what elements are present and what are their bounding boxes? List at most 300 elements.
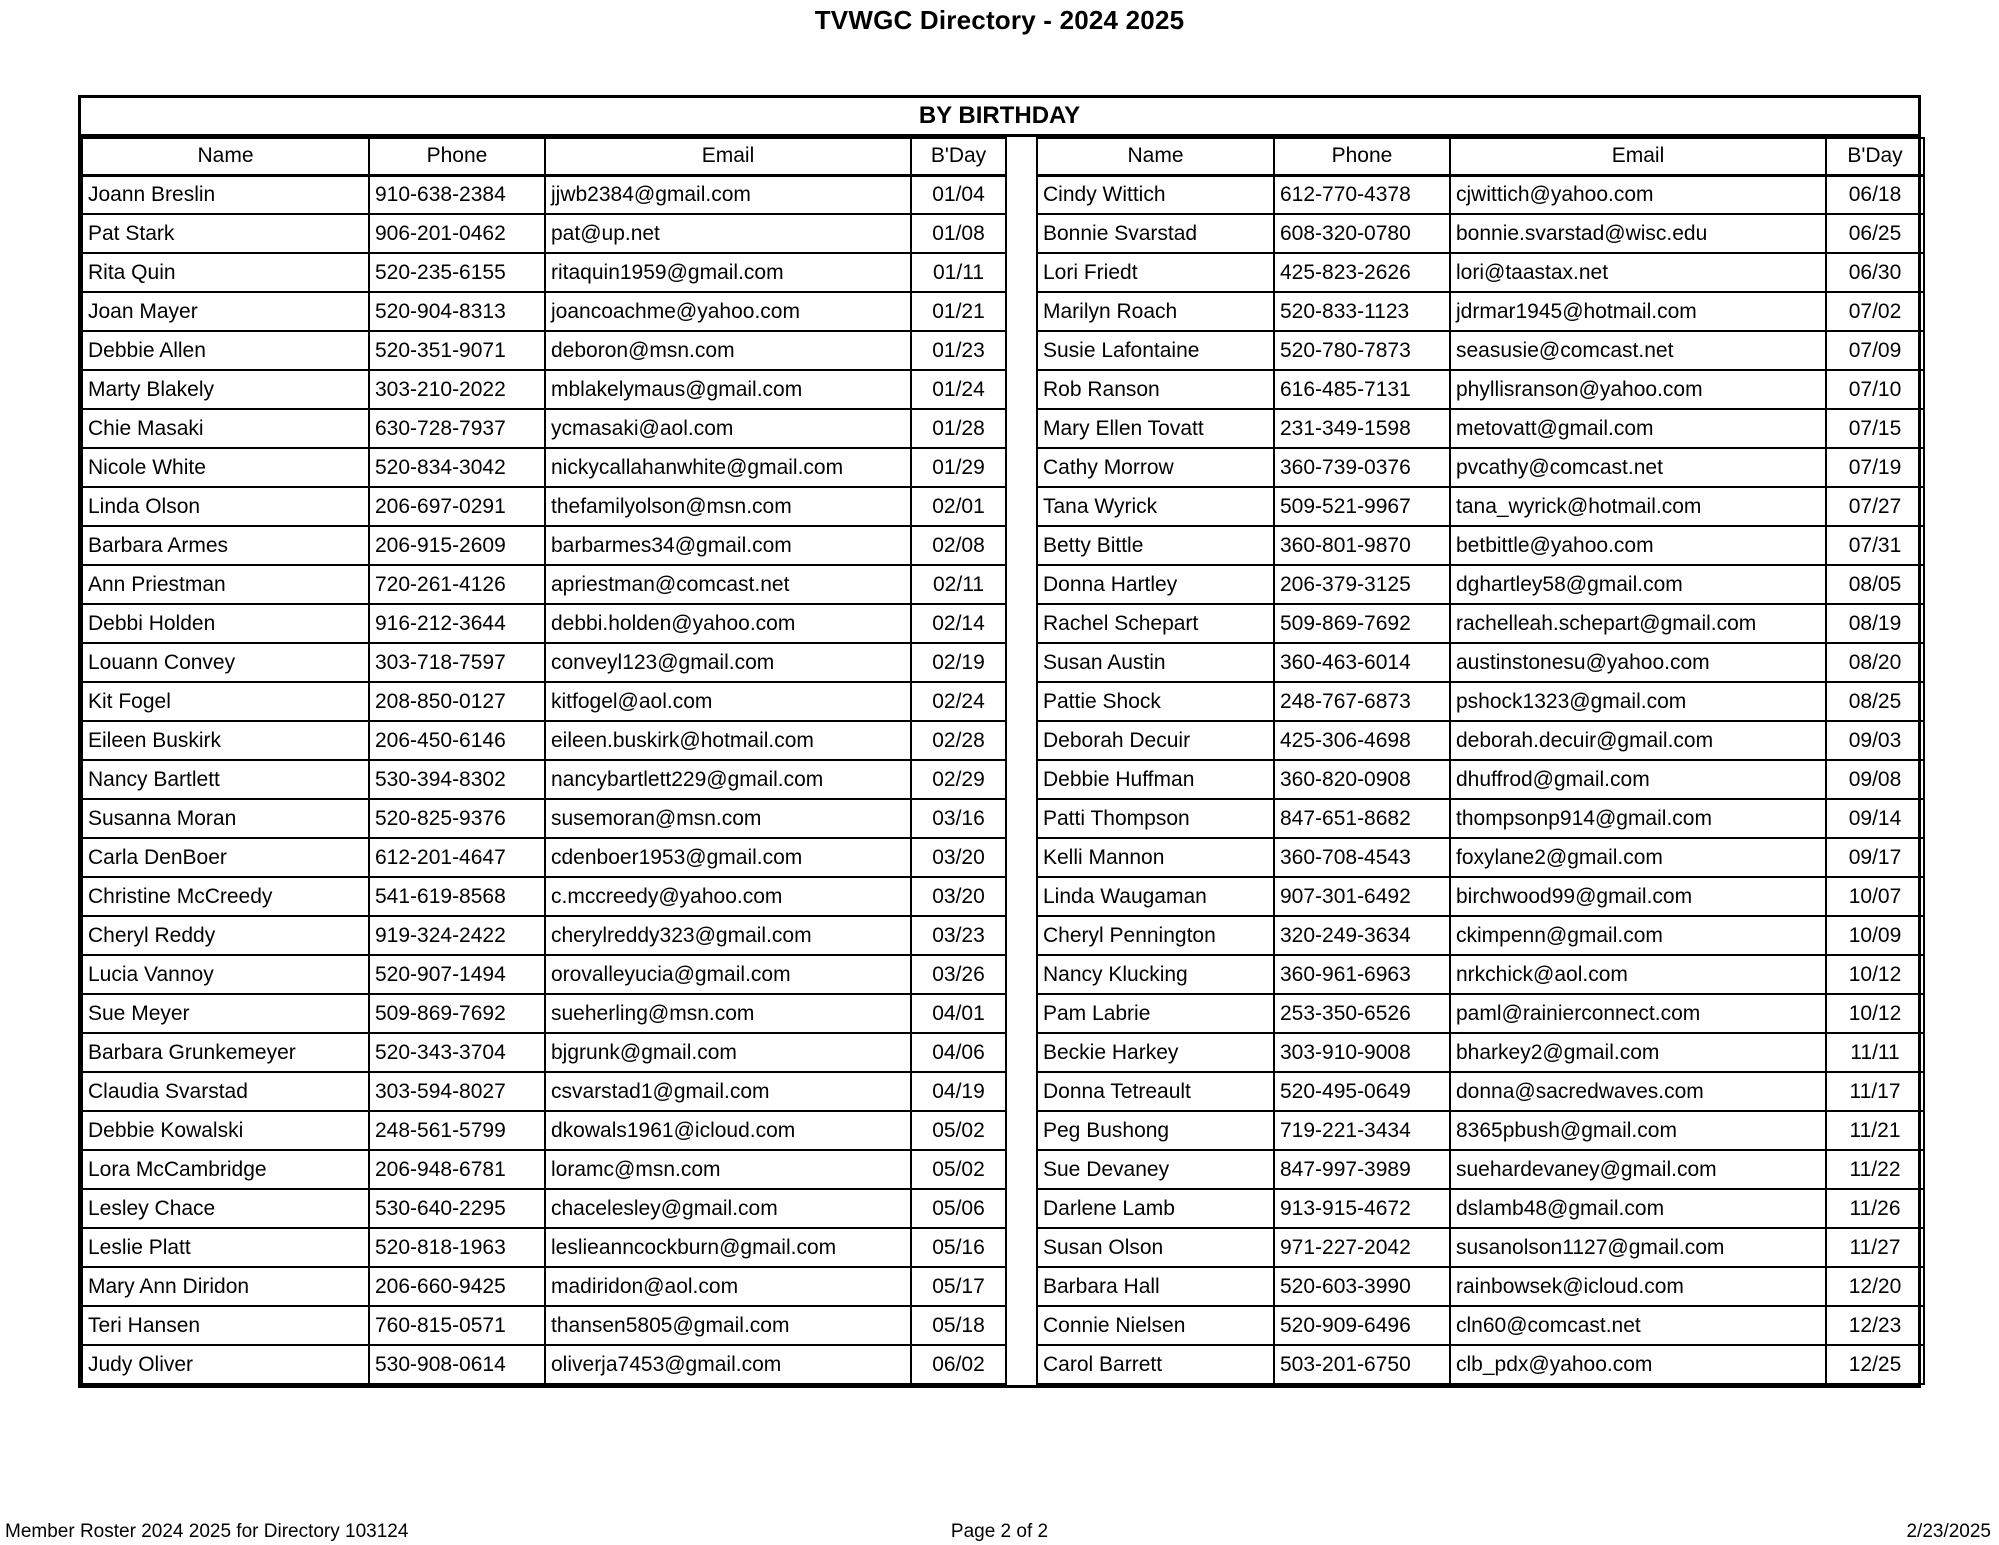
member-bday: 01/04 [911,175,1006,214]
member-name: Peg Bushong [1037,1111,1274,1150]
table-row [1037,994,1924,1033]
member-phone: 248-561-5799 [369,1111,545,1150]
member-phone: 913-915-4672 [1274,1189,1450,1228]
column-header-phone: Phone [1274,138,1450,175]
member-phone: 530-908-0614 [369,1345,545,1384]
member-phone: 360-708-4543 [1274,838,1450,877]
member-email: nickycallahanwhite@gmail.com [545,448,911,487]
member-phone: 206-450-6146 [369,721,545,760]
member-name: Judy Oliver [82,1345,369,1384]
table-row [82,643,1006,682]
member-email: orovalleyucia@gmail.com [545,955,911,994]
table-row [1037,1267,1924,1306]
member-bday: 04/01 [911,994,1006,1033]
member-name: Nancy Klucking [1037,955,1274,994]
table-row [82,721,1006,760]
member-name: Carla DenBoer [82,838,369,877]
member-name: Nicole White [82,448,369,487]
table-row [82,1111,1006,1150]
member-email: susanolson1127@gmail.com [1450,1228,1826,1267]
member-name: Susan Olson [1037,1228,1274,1267]
table-row [1037,1345,1924,1384]
member-bday: 07/09 [1826,331,1924,370]
table-row [82,331,1006,370]
table-row [82,838,1006,877]
member-name: Debbie Allen [82,331,369,370]
column-header-bday: B'Day [1826,138,1924,175]
table-row [1037,1150,1924,1189]
member-name: Sue Meyer [82,994,369,1033]
member-email: csvarstad1@gmail.com [545,1072,911,1111]
member-bday: 05/16 [911,1228,1006,1267]
member-bday: 05/02 [911,1150,1006,1189]
member-email: pvcathy@comcast.net [1450,448,1826,487]
member-bday: 09/08 [1826,760,1924,799]
table-row [82,448,1006,487]
member-name: Nancy Bartlett [82,760,369,799]
member-name: Leslie Platt [82,1228,369,1267]
member-phone: 520-818-1963 [369,1228,545,1267]
member-email: eileen.buskirk@hotmail.com [545,721,911,760]
member-phone: 919-324-2422 [369,916,545,955]
member-email: apriestman@comcast.net [545,565,911,604]
member-name: Bonnie Svarstad [1037,214,1274,253]
member-phone: 608-320-0780 [1274,214,1450,253]
member-phone: 206-915-2609 [369,526,545,565]
member-phone: 612-770-4378 [1274,175,1450,214]
member-bday: 02/19 [911,643,1006,682]
member-name: Susanna Moran [82,799,369,838]
member-email: bonnie.svarstad@wisc.edu [1450,214,1826,253]
table-row [82,955,1006,994]
member-name: Joann Breslin [82,175,369,214]
member-bday: 04/19 [911,1072,1006,1111]
member-bday: 11/17 [1826,1072,1924,1111]
member-bday: 11/22 [1826,1150,1924,1189]
member-bday: 06/18 [1826,175,1924,214]
table-row [82,682,1006,721]
member-bday: 01/21 [911,292,1006,331]
member-email: tana_wyrick@hotmail.com [1450,487,1826,526]
table-row [82,1150,1006,1189]
table-row [1037,799,1924,838]
table-row [82,916,1006,955]
member-email: barbarmes34@gmail.com [545,526,911,565]
member-email: bjgrunk@gmail.com [545,1033,911,1072]
member-name: Marty Blakely [82,370,369,409]
member-email: pshock1323@gmail.com [1450,682,1826,721]
member-phone: 206-697-0291 [369,487,545,526]
member-name: Kelli Mannon [1037,838,1274,877]
table-row [82,487,1006,526]
member-bday: 07/31 [1826,526,1924,565]
member-bday: 09/03 [1826,721,1924,760]
table-row [1037,877,1924,916]
member-phone: 509-869-7692 [1274,604,1450,643]
member-name: Debbi Holden [82,604,369,643]
member-bday: 01/28 [911,409,1006,448]
table-row [1037,916,1924,955]
member-name: Susan Austin [1037,643,1274,682]
member-bday: 05/17 [911,1267,1006,1306]
member-phone: 425-306-4698 [1274,721,1450,760]
member-name: Tana Wyrick [1037,487,1274,526]
tables-row [81,137,1918,1385]
member-email: thefamilyolson@msn.com [545,487,911,526]
table-row [1037,760,1924,799]
table-row [82,526,1006,565]
member-bday: 02/14 [911,604,1006,643]
table-row [1037,175,1924,214]
member-email: deboron@msn.com [545,331,911,370]
page-footer [0,1519,1999,1543]
member-phone: 520-907-1494 [369,955,545,994]
column-header-email: Email [545,138,911,175]
member-email: phyllisranson@yahoo.com [1450,370,1826,409]
table-row [1037,331,1924,370]
table-row [1037,1306,1924,1345]
table-row [1037,1189,1924,1228]
member-phone: 612-201-4647 [369,838,545,877]
member-name: Donna Hartley [1037,565,1274,604]
member-bday: 07/10 [1826,370,1924,409]
member-email: kitfogel@aol.com [545,682,911,721]
member-bday: 05/02 [911,1111,1006,1150]
member-name: Eileen Buskirk [82,721,369,760]
member-bday: 12/20 [1826,1267,1924,1306]
table-row [1037,1228,1924,1267]
member-name: Louann Convey [82,643,369,682]
member-email: ckimpenn@gmail.com [1450,916,1826,955]
column-header-name: Name [1037,138,1274,175]
member-bday: 03/26 [911,955,1006,994]
member-phone: 520-343-3704 [369,1033,545,1072]
table-row [1037,1033,1924,1072]
member-email: loramc@msn.com [545,1150,911,1189]
member-name: Debbie Kowalski [82,1111,369,1150]
member-email: ritaquin1959@gmail.com [545,253,911,292]
table-row [82,253,1006,292]
member-email: dslamb48@gmail.com [1450,1189,1826,1228]
member-email: dhuffrod@gmail.com [1450,760,1826,799]
member-bday: 11/27 [1826,1228,1924,1267]
member-phone: 231-349-1598 [1274,409,1450,448]
member-bday: 08/19 [1826,604,1924,643]
birthday-table-left [81,137,1007,1385]
table-row [1037,253,1924,292]
member-bday: 07/19 [1826,448,1924,487]
member-bday: 09/17 [1826,838,1924,877]
member-phone: 520-825-9376 [369,799,545,838]
member-email: cln60@comcast.net [1450,1306,1826,1345]
member-phone: 520-833-1123 [1274,292,1450,331]
member-name: Marilyn Roach [1037,292,1274,331]
member-bday: 02/11 [911,565,1006,604]
column-header-email: Email [1450,138,1826,175]
member-bday: 03/16 [911,799,1006,838]
member-phone: 303-718-7597 [369,643,545,682]
member-phone: 320-249-3634 [1274,916,1450,955]
member-email: dghartley58@gmail.com [1450,565,1826,604]
member-email: clb_pdx@yahoo.com [1450,1345,1826,1384]
table-row [1037,292,1924,331]
member-name: Betty Bittle [1037,526,1274,565]
member-email: c.mccreedy@yahoo.com [545,877,911,916]
member-bday: 02/08 [911,526,1006,565]
member-name: Pattie Shock [1037,682,1274,721]
member-phone: 303-210-2022 [369,370,545,409]
member-phone: 520-603-3990 [1274,1267,1450,1306]
table-row [1037,1072,1924,1111]
table-row [82,292,1006,331]
member-bday: 07/02 [1826,292,1924,331]
member-bday: 08/20 [1826,643,1924,682]
member-phone: 520-834-3042 [369,448,545,487]
member-email: rainbowsek@icloud.com [1450,1267,1826,1306]
member-bday: 06/02 [911,1345,1006,1384]
member-name: Cheryl Pennington [1037,916,1274,955]
member-phone: 910-638-2384 [369,175,545,214]
member-email: birchwood99@gmail.com [1450,877,1826,916]
member-name: Carol Barrett [1037,1345,1274,1384]
table-row [82,1306,1006,1345]
table-row [1037,604,1924,643]
member-bday: 03/20 [911,838,1006,877]
table-row [82,1072,1006,1111]
member-email: 8365pbush@gmail.com [1450,1111,1826,1150]
member-bday: 07/27 [1826,487,1924,526]
member-email: madiridon@aol.com [545,1267,911,1306]
member-bday: 07/15 [1826,409,1924,448]
member-email: cjwittich@yahoo.com [1450,175,1826,214]
table-row [1037,448,1924,487]
member-phone: 630-728-7937 [369,409,545,448]
member-phone: 520-235-6155 [369,253,545,292]
member-name: Lora McCambridge [82,1150,369,1189]
member-phone: 360-961-6963 [1274,955,1450,994]
member-name: Connie Nielsen [1037,1306,1274,1345]
member-phone: 906-201-0462 [369,214,545,253]
member-phone: 206-660-9425 [369,1267,545,1306]
footer-document-name: Member Roster 2024 2025 for Directory 103124 [5,1521,409,1542]
member-name: Mary Ann Diridon [82,1267,369,1306]
table-row [1037,409,1924,448]
member-phone: 520-780-7873 [1274,331,1450,370]
member-phone: 760-815-0571 [369,1306,545,1345]
member-phone: 907-301-6492 [1274,877,1450,916]
member-phone: 360-463-6014 [1274,643,1450,682]
member-email: paml@rainierconnect.com [1450,994,1826,1033]
member-phone: 303-910-9008 [1274,1033,1450,1072]
member-phone: 971-227-2042 [1274,1228,1450,1267]
table-row [1037,214,1924,253]
member-name: Cindy Wittich [1037,175,1274,214]
member-phone: 916-212-3644 [369,604,545,643]
member-phone: 253-350-6526 [1274,994,1450,1033]
member-email: seasusie@comcast.net [1450,331,1826,370]
member-bday: 04/06 [911,1033,1006,1072]
member-bday: 10/12 [1826,955,1924,994]
table-row [82,1189,1006,1228]
member-name: Pam Labrie [1037,994,1274,1033]
member-email: pat@up.net [545,214,911,253]
member-name: Ann Priestman [82,565,369,604]
member-email: leslieanncockburn@gmail.com [545,1228,911,1267]
member-email: dkowals1961@icloud.com [545,1111,911,1150]
member-name: Rita Quin [82,253,369,292]
member-phone: 720-261-4126 [369,565,545,604]
table-row [82,1033,1006,1072]
table-row [82,1345,1006,1384]
column-header-name: Name [82,138,369,175]
birthday-table-right [1036,137,1925,1385]
member-email: jjwb2384@gmail.com [545,175,911,214]
table-row [1037,721,1924,760]
table-row [1037,487,1924,526]
member-name: Mary Ellen Tovatt [1037,409,1274,448]
member-phone: 520-904-8313 [369,292,545,331]
member-email: betbittle@yahoo.com [1450,526,1826,565]
member-phone: 520-351-9071 [369,331,545,370]
member-bday: 10/12 [1826,994,1924,1033]
table-row [82,214,1006,253]
member-phone: 360-801-9870 [1274,526,1450,565]
member-bday: 12/25 [1826,1345,1924,1384]
member-phone: 360-820-0908 [1274,760,1450,799]
table-row [82,994,1006,1033]
member-bday: 09/14 [1826,799,1924,838]
member-email: deborah.decuir@gmail.com [1450,721,1826,760]
table-row [1037,838,1924,877]
table-row [1037,643,1924,682]
member-bday: 01/29 [911,448,1006,487]
table-row [1037,370,1924,409]
member-name: Lesley Chace [82,1189,369,1228]
member-phone: 509-869-7692 [369,994,545,1033]
member-email: austinstonesu@yahoo.com [1450,643,1826,682]
table-row [1037,955,1924,994]
member-email: cdenboer1953@gmail.com [545,838,911,877]
member-email: metovatt@gmail.com [1450,409,1826,448]
member-bday: 02/29 [911,760,1006,799]
footer-date: 2/23/2025 [1906,1521,1991,1542]
page-title: TVWGC Directory - 2024 2025 [814,5,1185,35]
member-phone: 206-948-6781 [369,1150,545,1189]
member-bday: 06/25 [1826,214,1924,253]
member-phone: 248-767-6873 [1274,682,1450,721]
member-name: Cathy Morrow [1037,448,1274,487]
member-phone: 208-850-0127 [369,682,545,721]
member-name: Linda Olson [82,487,369,526]
member-bday: 11/11 [1826,1033,1924,1072]
member-phone: 719-221-3434 [1274,1111,1450,1150]
member-phone: 616-485-7131 [1274,370,1450,409]
member-phone: 847-997-3989 [1274,1150,1450,1189]
member-phone: 847-651-8682 [1274,799,1450,838]
member-bday: 08/05 [1826,565,1924,604]
member-name: Lori Friedt [1037,253,1274,292]
member-name: Rob Ranson [1037,370,1274,409]
member-bday: 11/21 [1826,1111,1924,1150]
member-bday: 01/08 [911,214,1006,253]
member-phone: 303-594-8027 [369,1072,545,1111]
member-email: chacelesley@gmail.com [545,1189,911,1228]
member-name: Deborah Decuir [1037,721,1274,760]
member-bday: 03/20 [911,877,1006,916]
member-email: suehardevaney@gmail.com [1450,1150,1826,1189]
member-name: Donna Tetreault [1037,1072,1274,1111]
table-row [82,409,1006,448]
member-email: bharkey2@gmail.com [1450,1033,1826,1072]
member-phone: 520-495-0649 [1274,1072,1450,1111]
member-name: Chie Masaki [82,409,369,448]
member-email: sueherling@msn.com [545,994,911,1033]
footer-page-number: Page 2 of 2 [950,1521,1049,1542]
member-email: susemoran@msn.com [545,799,911,838]
member-email: lori@taastax.net [1450,253,1826,292]
column-header-row [82,138,1006,175]
member-email: mblakelymaus@gmail.com [545,370,911,409]
section-title: BY BIRTHDAY [81,98,1918,137]
member-phone: 206-379-3125 [1274,565,1450,604]
member-name: Barbara Grunkemeyer [82,1033,369,1072]
member-name: Kit Fogel [82,682,369,721]
member-email: cherylreddy323@gmail.com [545,916,911,955]
table-row [82,565,1006,604]
member-name: Barbara Armes [82,526,369,565]
member-bday: 05/06 [911,1189,1006,1228]
table-row [1037,565,1924,604]
member-name: Rachel Schepart [1037,604,1274,643]
table-row [82,175,1006,214]
member-bday: 02/01 [911,487,1006,526]
member-email: nancybartlett229@gmail.com [545,760,911,799]
member-name: Susie Lafontaine [1037,331,1274,370]
member-email: oliverja7453@gmail.com [545,1345,911,1384]
table-divider-gap [1007,137,1036,1385]
member-email: jdrmar1945@hotmail.com [1450,292,1826,331]
column-header-row [1037,138,1924,175]
member-email: thompsonp914@gmail.com [1450,799,1826,838]
member-email: thansen5805@gmail.com [545,1306,911,1345]
member-name: Darlene Lamb [1037,1189,1274,1228]
table-row [82,877,1006,916]
member-email: ycmasaki@aol.com [545,409,911,448]
column-header-phone: Phone [369,138,545,175]
member-name: Cheryl Reddy [82,916,369,955]
member-email: conveyl123@gmail.com [545,643,911,682]
member-bday: 08/25 [1826,682,1924,721]
member-email: rachelleah.schepart@gmail.com [1450,604,1826,643]
member-name: Debbie Huffman [1037,760,1274,799]
member-name: Linda Waugaman [1037,877,1274,916]
member-bday: 02/28 [911,721,1006,760]
member-email: foxylane2@gmail.com [1450,838,1826,877]
member-phone: 509-521-9967 [1274,487,1450,526]
member-bday: 06/30 [1826,253,1924,292]
table-row [82,604,1006,643]
member-phone: 530-394-8302 [369,760,545,799]
table-row [82,370,1006,409]
table-row [1037,682,1924,721]
member-bday: 01/24 [911,370,1006,409]
member-name: Joan Mayer [82,292,369,331]
member-name: Beckie Harkey [1037,1033,1274,1072]
table-row [1037,1111,1924,1150]
member-bday: 03/23 [911,916,1006,955]
member-phone: 425-823-2626 [1274,253,1450,292]
member-email: joancoachme@yahoo.com [545,292,911,331]
